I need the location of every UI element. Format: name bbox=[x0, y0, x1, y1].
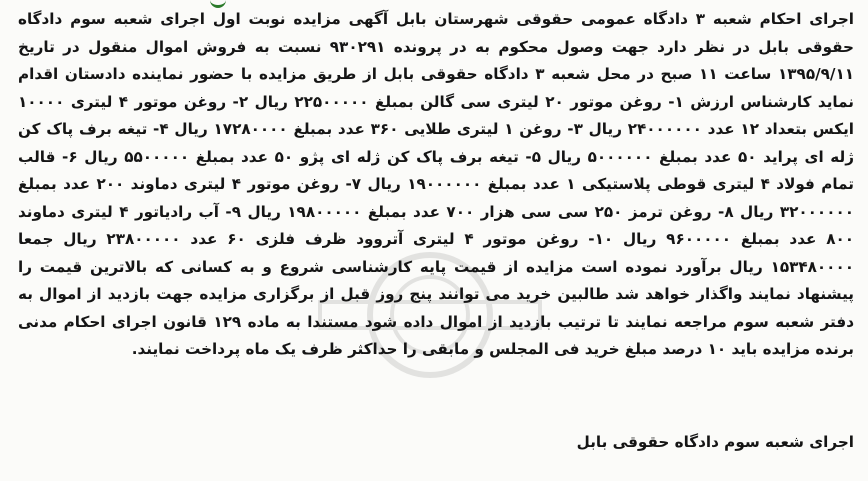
notice-signature: اجرای شعبه سوم دادگاه حقوقی بابل bbox=[576, 433, 854, 451]
notice-body: اجرای احکام شعبه ۳ دادگاه عمومی حقوقی شهرستان بابل آگهی مزایده نوبت اول اجرای شعبه سوم دادگاه حقوقی بابل در نظر دارد جهت وصول محکوم به در پرونده ۹۳۰۲۹۱ نسبت به فروش اموال منقول در تاریخ ۱۳۹۵/۹/۱۱ ساعت ۱۱ صبح در محل شعبه ۳ دادگاه حقوقی بابل از طریق مزایده با حضور نماینده دادستان اقدام نماید کارشناس ارزش ۱- روغن موتور ۲۰ لیتری سی گالن بمبلغ ۲۲۵۰۰۰۰۰ ریال ۲- روغن موتور ۴ لیتری ۱۰۰۰۰ ایکس بتعداد ۱۲ عدد ۲۴۰۰۰۰۰۰ ریال ۳- روغن ۱ لیتری طلایی ۳۶۰ عدد بمبلغ ۱۷۲۸۰۰۰۰ ریال ۴- تیغه برف پاک کن ژله ای پراید ۵۰ عدد بمبلغ ۵۰۰۰۰۰۰ ریال ۵- تیغه برف پاک کن ژله ای پژو ۵۰ عدد بمبلغ ۵۵۰۰۰۰۰ ریال ۶- قالب تمام فولاد ۴ لیتری قوطی پلاستیکی ۱ عدد بمبلغ ۱۹۰۰۰۰۰۰ ریال ۷- روغن موتور ۴ لیتری دماوند ۲۰۰ عدد بمبلغ ۳۲۰۰۰۰۰۰ ریال ۸- روغن ترمز ۲۵۰ سی سی هزار ۷۰۰ عدد بمبلغ ۱۹۸۰۰۰۰۰ ریال ۹- آب رادیاتور ۴ لیتری دماوند ۸۰۰ عدد بمبلغ ۹۶۰۰۰۰۰ ریال ۱۰- روغن موتور ۴ لیتری آتروود ظرف فلزی ۶۰ عدد ۲۳۸۰۰۰۰۰ ریال جمعا ۱۵۳۴۸۰۰۰۰ ریال برآورد نموده است مزایده از قیمت پایه کارشناسی شروع و به کسانی که بالاترین قیمت را پیشنهاد نمایند واگذار خواهد شد طالبین خرید می توانند پنج روز قبل از برگزاری مزایده جهت بازدید از اموال به دفتر شعبه سوم مراجعه نمایند تا ترتیب بازدید از اموال داده شود مستندا به ماده ۱۲۹ قانون اجرای احکام مدنی برنده مزایده باید ۱۰ درصد مبلغ خرید فی المجلس و مابقی را حداکثر ظرف یک ماه پرداخت نمایند. bbox=[18, 10, 855, 358]
